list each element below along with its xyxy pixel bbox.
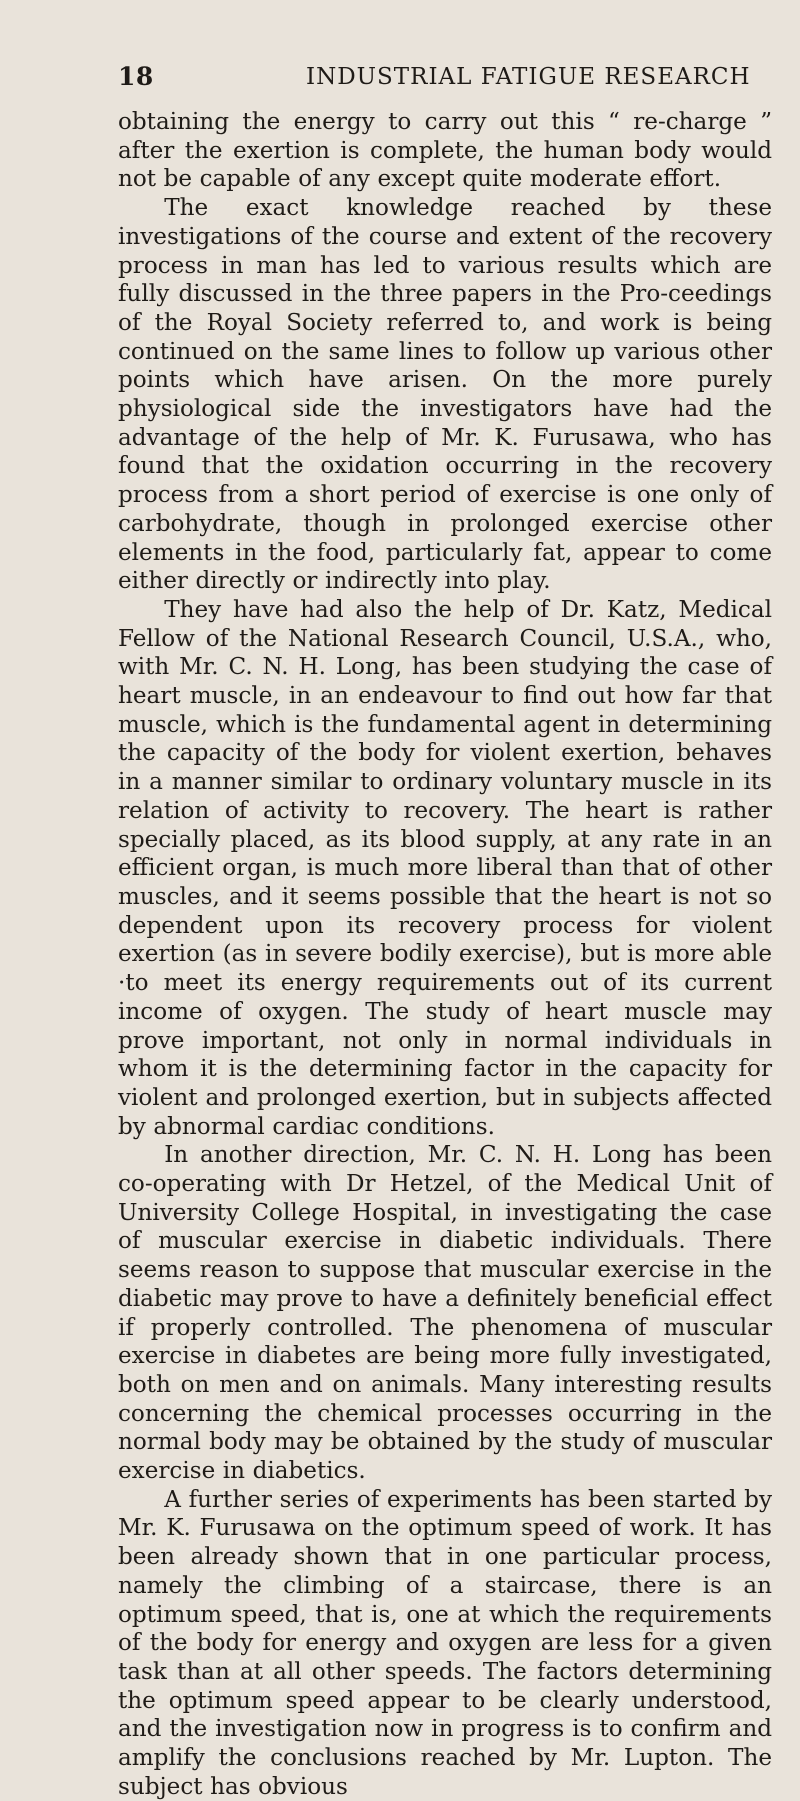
paragraph-4: In another direction, Mr. C. N. H. Long has been co-operating with Dr Hetzel, of the Medical Unit of University College Hospital, in investigating the case of muscular exercise in diabetic individuals. There seems reason to suppose that muscular exercise in the diabetic may prove to have a definitely beneficial effect if properly controlled. The phenomena of muscular exercise in diabetes are being more fully investigated, both on men and on animals. Many interesting results concerning the chemical processes occurring in the normal body may be obtained by the study of muscular exercise in diabetics.	[118, 1142, 772, 1485]
running-head	[118, 62, 772, 92]
paragraph-2: The exact knowledge reached by these investigations of the course and extent of the recovery process in man has led to various results which are fully discussed in the three papers in the Pro-ceedings of the Royal Society referred to, and work is being continued on the same lines to follow up various other points which have arisen. On the more purely physiological side the investigators have had the advantage of the help of Mr. K. Furusawa, who has found that the oxidation occurring in the recovery process from a short period of exercise is one only of carbohydrate, though in prolonged exercise other elements in the food, particularly fat, appear to come either directly or indirectly into play.	[118, 195, 772, 595]
paragraph-1: obtaining the energy to carry out this “ re-charge ” after the exertion is complete, the human body would not be capable of any except quite moderate effort.	[118, 109, 772, 193]
page-number: 18	[118, 62, 154, 91]
paragraph-3: They have had also the help of Dr. Katz, Medical Fellow of the National Research Council, U.S.A., who, with Mr. C. N. H. Long, has been studying the case of heart muscle, in an endeavour to find out how far that muscle, which is the fundamental agent in determining the capacity of the body for violent exertion, behaves in a manner similar to ordinary voluntary muscle in its relation of activity to recovery. The heart is rather specially placed, as its blood supply, at any rate in an efficient organ, is much more liberal than that of other muscles, and it seems possible that the heart is not so dependent upon its recovery process for violent exertion (as in severe bodily exercise), but is more able ·to meet its energy requirements out of its current income of oxygen. The study of heart muscle may prove important, not only in normal individuals in whom it is the determining factor in the capacity for violent and prolonged exertion, but in subjects affected by abnormal cardiac conditions.	[118, 596, 772, 1140]
running-title: INDUSTRIAL FATIGUE RESEARCH	[306, 64, 751, 90]
paragraph-5: A further series of experiments has been started by Mr. K. Furusawa on the optimum speed of work. It has been already shown that in one particular process, namely the climbing of a staircase, there is an optimum speed, that is, one at which the requirements of the body for energy and oxygen are less for a given task than at all other speeds. The factors determining the optimum speed appear to be clearly understood, and the investigation now in progress is to confirm and amplify the conclusions reached by Mr. Lupton. The subject has obvious	[118, 1486, 772, 1800]
body-text	[118, 108, 772, 1801]
